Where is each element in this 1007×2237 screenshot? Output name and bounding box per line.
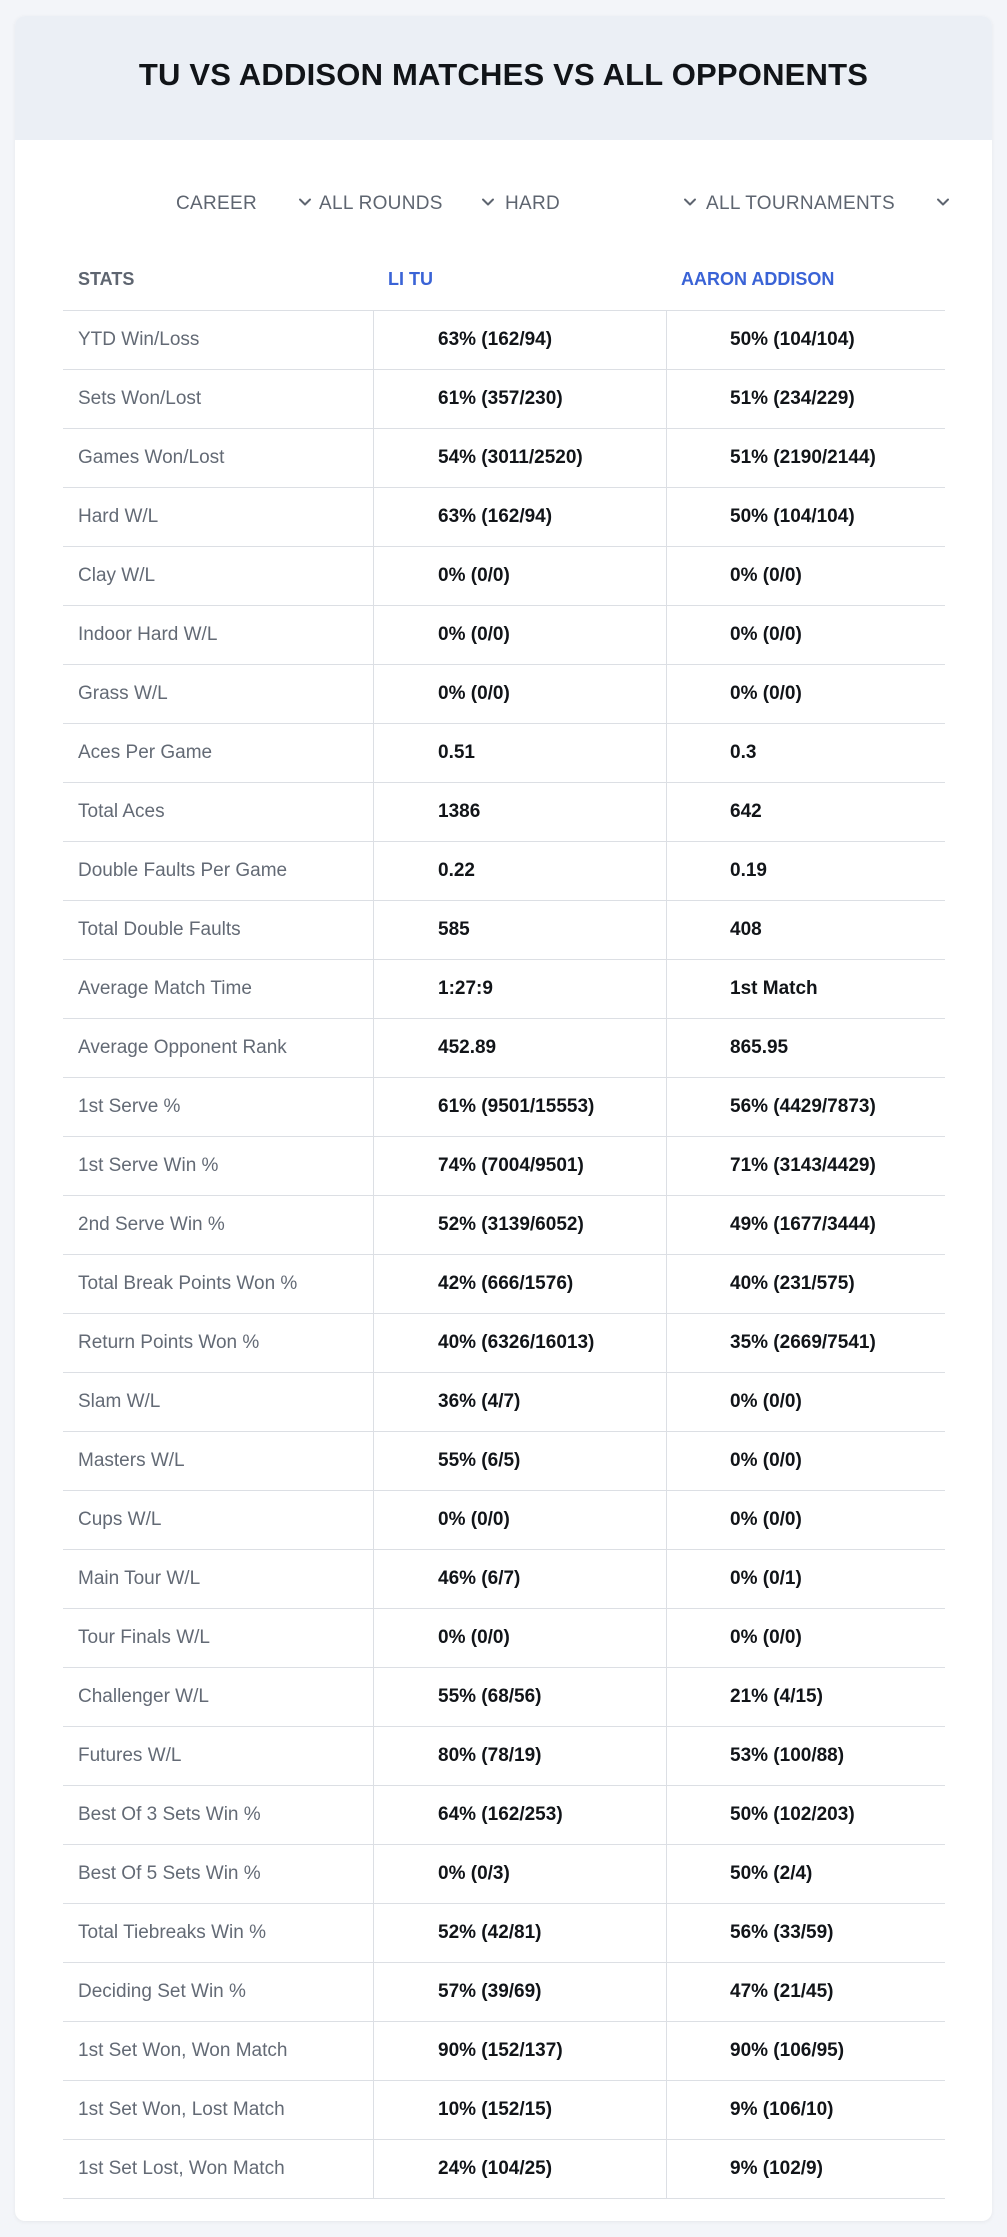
stat-label: 1st Serve %: [78, 1096, 181, 1117]
column-divider: [666, 1373, 667, 1431]
player2-stat-value: 35% (2669/7541): [730, 1332, 876, 1353]
player1-stat-value: 0% (0/3): [438, 1863, 510, 1884]
rounds-filter-label: ALL ROUNDS: [319, 193, 443, 214]
column-divider: [373, 1491, 374, 1549]
column-divider: [373, 1550, 374, 1608]
column-divider: [373, 1963, 374, 2021]
chevron-down-icon: [298, 195, 312, 209]
column-divider: [666, 1255, 667, 1313]
column-divider: [373, 1727, 374, 1785]
column-divider: [666, 1314, 667, 1372]
column-divider: [373, 488, 374, 546]
player2-stat-value: 56% (33/59): [730, 1922, 834, 1943]
player2-stat-value: 51% (234/229): [730, 388, 855, 409]
column-divider: [666, 1904, 667, 1962]
player2-stat-value: 40% (231/575): [730, 1273, 855, 1294]
rounds-filter-dropdown[interactable]: [319, 186, 499, 222]
player2-stat-value: 71% (3143/4429): [730, 1155, 876, 1176]
tournaments-filter-dropdown[interactable]: [706, 186, 956, 222]
table-row: [63, 1078, 945, 1137]
column-divider: [373, 1845, 374, 1903]
player2-stat-value: 50% (104/104): [730, 506, 855, 527]
player1-stat-value: 55% (68/56): [438, 1686, 542, 1707]
column-divider: [666, 2140, 667, 2198]
table-row: [63, 665, 945, 724]
column-divider: [373, 1255, 374, 1313]
table-row: [63, 1727, 945, 1786]
stat-label: Average Match Time: [78, 978, 252, 999]
stat-label: Sets Won/Lost: [78, 388, 202, 409]
surface-filter-dropdown[interactable]: [505, 186, 705, 222]
stat-label: Hard W/L: [78, 506, 159, 527]
player1-stat-value: 585: [438, 919, 470, 940]
table-row: [63, 960, 945, 1019]
chevron-down-icon: [683, 195, 697, 209]
player1-stat-value: 1386: [438, 801, 481, 822]
stat-label: Average Opponent Rank: [78, 1037, 287, 1058]
player1-stat-value: 0.51: [438, 742, 475, 763]
stats-table: [63, 252, 945, 2199]
column-divider: [373, 901, 374, 959]
player2-stat-value: 50% (104/104): [730, 329, 855, 350]
player1-stat-value: 452.89: [438, 1037, 497, 1058]
player2-stat-value: 0% (0/0): [730, 1391, 802, 1412]
column-divider: [373, 547, 374, 605]
table-row: [63, 724, 945, 783]
stats-column-header: STATS: [78, 269, 135, 289]
column-divider: [666, 1668, 667, 1726]
career-filter-label: CAREER: [176, 193, 257, 214]
column-divider: [373, 724, 374, 782]
column-divider: [666, 547, 667, 605]
stat-label: Return Points Won %: [78, 1332, 260, 1353]
column-divider: [666, 2081, 667, 2139]
stat-label: Tour Finals W/L: [78, 1627, 210, 1648]
table-row: [63, 1137, 945, 1196]
stat-label: Grass W/L: [78, 683, 168, 704]
table-body: [63, 311, 945, 2199]
card-header: [15, 16, 992, 140]
stat-label: Total Break Points Won %: [78, 1273, 298, 1294]
column-divider: [666, 1845, 667, 1903]
player2-stat-value: 47% (21/45): [730, 1981, 834, 2002]
stat-label: Slam W/L: [78, 1391, 161, 1412]
player1-stat-value: 36% (4/7): [438, 1391, 521, 1412]
table-row: [63, 1609, 945, 1668]
stat-label: Futures W/L: [78, 1745, 182, 1766]
player1-stat-value: 24% (104/25): [438, 2158, 553, 2179]
stat-label: YTD Win/Loss: [78, 329, 200, 350]
tournaments-filter-label: ALL TOURNAMENTS: [706, 193, 895, 214]
column-divider: [373, 370, 374, 428]
player2-stat-value: 0.19: [730, 860, 767, 881]
player2-stat-value: 0% (0/0): [730, 565, 802, 586]
player1-stat-value: 52% (42/81): [438, 1922, 542, 1943]
column-divider: [373, 1373, 374, 1431]
chevron-down-icon: [481, 195, 495, 209]
column-divider: [666, 370, 667, 428]
column-divider: [666, 2022, 667, 2080]
column-divider: [666, 1609, 667, 1667]
table-row: [63, 1196, 945, 1255]
column-divider: [373, 1314, 374, 1372]
table-row: [63, 488, 945, 547]
player1-stat-value: 55% (6/5): [438, 1450, 521, 1471]
player2-stat-value: 56% (4429/7873): [730, 1096, 876, 1117]
stat-label: Total Aces: [78, 801, 165, 822]
stat-label: Total Double Faults: [78, 919, 241, 940]
player2-stat-value: 51% (2190/2144): [730, 447, 876, 468]
player2-column-header[interactable]: AARON ADDISON: [681, 269, 835, 289]
column-divider: [666, 1078, 667, 1136]
table-row: [63, 901, 945, 960]
player2-stat-value: 53% (100/88): [730, 1745, 845, 1766]
player2-stat-value: 49% (1677/3444): [730, 1214, 876, 1235]
player1-stat-value: 10% (152/15): [438, 2099, 553, 2120]
player2-stat-value: 0% (0/0): [730, 1509, 802, 1530]
stat-label: 2nd Serve Win %: [78, 1214, 225, 1235]
player1-stat-value: 63% (162/94): [438, 506, 553, 527]
chevron-down-icon: [936, 195, 950, 209]
column-divider: [373, 1432, 374, 1490]
table-row: [63, 311, 945, 370]
stat-label: 1st Serve Win %: [78, 1155, 219, 1176]
column-divider: [666, 1432, 667, 1490]
column-divider: [666, 1137, 667, 1195]
player1-stat-value: 0% (0/0): [438, 565, 510, 586]
player2-stat-value: 1st Match: [730, 978, 818, 999]
player1-stat-value: 0% (0/0): [438, 1509, 510, 1530]
column-divider: [666, 842, 667, 900]
stat-label: Aces Per Game: [78, 742, 213, 763]
stat-label: 1st Set Won, Lost Match: [78, 2099, 285, 2120]
stat-label: Challenger W/L: [78, 1686, 209, 1707]
player1-column-header[interactable]: LI TU: [388, 269, 433, 289]
column-divider: [666, 665, 667, 723]
player1-stat-value: 61% (9501/15553): [438, 1096, 595, 1117]
stat-label: 1st Set Lost, Won Match: [78, 2158, 285, 2179]
table-row: [63, 606, 945, 665]
page-title: TU VS ADDISON MATCHES VS ALL OPPONENTS: [138, 57, 869, 92]
player2-stat-value: 0% (0/0): [730, 624, 802, 645]
player2-stat-value: 90% (106/95): [730, 2040, 845, 2061]
column-divider: [373, 606, 374, 664]
player1-stat-value: 46% (6/7): [438, 1568, 521, 1589]
column-divider: [666, 488, 667, 546]
table-row: [63, 1845, 945, 1904]
stats-card: [15, 16, 992, 2221]
player2-stat-value: 50% (102/203): [730, 1804, 855, 1825]
stat-label: Games Won/Lost: [78, 447, 225, 468]
player1-stat-value: 63% (162/94): [438, 329, 553, 350]
player2-stat-value: 50% (2/4): [730, 1863, 813, 1884]
column-divider: [666, 311, 667, 369]
column-divider: [373, 1668, 374, 1726]
player2-stat-value: 0% (0/0): [730, 683, 802, 704]
table-row: [63, 2081, 945, 2140]
stat-label: Cups W/L: [78, 1509, 162, 1530]
column-divider: [666, 783, 667, 841]
player2-stat-value: 9% (106/10): [730, 2099, 834, 2120]
career-filter-dropdown[interactable]: [176, 186, 312, 222]
column-divider: [666, 1727, 667, 1785]
player1-stat-value: 57% (39/69): [438, 1981, 542, 2002]
column-divider: [373, 1196, 374, 1254]
column-divider: [666, 1786, 667, 1844]
stat-label: Deciding Set Win %: [78, 1981, 246, 2002]
stat-label: Indoor Hard W/L: [78, 624, 218, 645]
column-divider: [666, 1550, 667, 1608]
player2-stat-value: 408: [730, 919, 762, 940]
column-divider: [666, 1019, 667, 1077]
player1-stat-value: 0.22: [438, 860, 475, 881]
stat-label: Best Of 3 Sets Win %: [78, 1804, 261, 1825]
stat-label: Double Faults Per Game: [78, 860, 288, 881]
table-row: [63, 842, 945, 901]
table-row: [63, 1432, 945, 1491]
column-divider: [373, 1904, 374, 1962]
player1-stat-value: 1:27:9: [438, 978, 493, 999]
player2-stat-value: 21% (4/15): [730, 1686, 823, 1707]
table-row: [63, 1786, 945, 1845]
column-divider: [373, 665, 374, 723]
player2-stat-value: 0.3: [730, 742, 757, 763]
table-row: [63, 2140, 945, 2199]
player1-stat-value: 74% (7004/9501): [438, 1155, 584, 1176]
table-row: [63, 783, 945, 842]
column-divider: [373, 842, 374, 900]
stat-label: 1st Set Won, Won Match: [78, 2040, 288, 2061]
filter-bar: [15, 186, 992, 222]
player1-stat-value: 80% (78/19): [438, 1745, 542, 1766]
stat-label: Clay W/L: [78, 565, 156, 586]
player1-stat-value: 42% (666/1576): [438, 1273, 574, 1294]
table-header-row: [63, 252, 945, 311]
player1-stat-value: 54% (3011/2520): [438, 447, 583, 468]
player1-stat-value: 0% (0/0): [438, 624, 510, 645]
column-divider: [373, 783, 374, 841]
column-divider: [666, 1196, 667, 1254]
player1-stat-value: 64% (162/253): [438, 1804, 563, 1825]
column-divider: [666, 606, 667, 664]
player2-stat-value: 0% (0/0): [730, 1627, 802, 1648]
column-divider: [666, 901, 667, 959]
player2-stat-value: 642: [730, 801, 762, 822]
column-divider: [373, 1786, 374, 1844]
player1-stat-value: 52% (3139/6052): [438, 1214, 584, 1235]
player2-stat-value: 0% (0/1): [730, 1568, 802, 1589]
column-divider: [373, 1078, 374, 1136]
player1-stat-value: 90% (152/137): [438, 2040, 563, 2061]
player1-stat-value: 0% (0/0): [438, 683, 510, 704]
player1-stat-value: 61% (357/230): [438, 388, 563, 409]
stat-label: Main Tour W/L: [78, 1568, 201, 1589]
column-divider: [666, 1963, 667, 2021]
column-divider: [666, 429, 667, 487]
table-row: [63, 1904, 945, 1963]
stat-label: Best Of 5 Sets Win %: [78, 1863, 261, 1884]
column-divider: [373, 2081, 374, 2139]
column-divider: [666, 1491, 667, 1549]
player1-stat-value: 0% (0/0): [438, 1627, 510, 1648]
player2-stat-value: 9% (102/9): [730, 2158, 823, 2179]
column-divider: [373, 960, 374, 1018]
player1-stat-value: 40% (6326/16013): [438, 1332, 595, 1353]
column-divider: [373, 2140, 374, 2198]
column-divider: [373, 311, 374, 369]
table-row: [63, 1373, 945, 1432]
column-divider: [666, 960, 667, 1018]
table-row: [63, 1019, 945, 1078]
player2-stat-value: 0% (0/0): [730, 1450, 802, 1471]
player2-stat-value: 865.95: [730, 1037, 789, 1058]
table-row: [63, 1550, 945, 1609]
table-row: [63, 1668, 945, 1727]
table-row: [63, 370, 945, 429]
table-row: [63, 2022, 945, 2081]
column-divider: [373, 1609, 374, 1667]
surface-filter-label: HARD: [505, 193, 561, 214]
column-divider: [373, 2022, 374, 2080]
table-row: [63, 429, 945, 488]
stat-label: Masters W/L: [78, 1450, 185, 1471]
table-row: [63, 1255, 945, 1314]
table-row: [63, 547, 945, 606]
column-divider: [373, 1019, 374, 1077]
table-row: [63, 1491, 945, 1550]
table-row: [63, 1314, 945, 1373]
table-row: [63, 1963, 945, 2022]
column-divider: [666, 724, 667, 782]
stat-label: Total Tiebreaks Win %: [78, 1922, 266, 1943]
column-divider: [373, 1137, 374, 1195]
column-divider: [373, 429, 374, 487]
